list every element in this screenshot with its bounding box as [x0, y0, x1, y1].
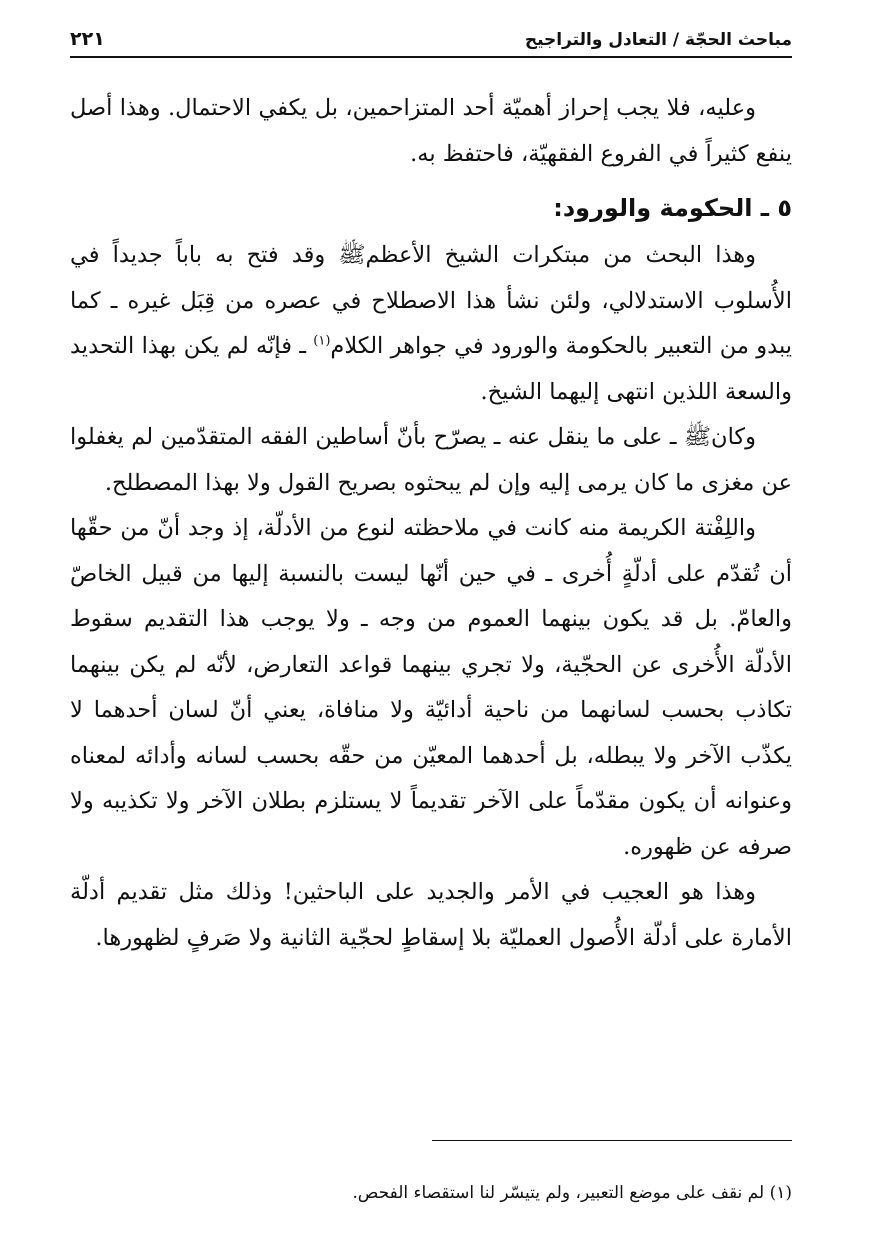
section-heading: ٥ ـ الحكومة والورود: — [553, 194, 792, 222]
paragraph-5: وهذا هو العجيب في الأمر والجديد على الباحثين! وذلك مثل تقديم أدلّة الأمارة على أدلّة الأُصول العمليّة بلا إسقاطٍ لحجّية الثانية ولا صَرفٍ لظهورها. — [70, 879, 792, 951]
paragraph-1: وعليه، فلا يجب إحراز أهميّة أحد المتزاحمين، بل يكفي الاحتمال. وهذا أصل ينفع كثيراً في الفروع الفقهيّة، فاحتفظ به. — [70, 95, 792, 167]
page-number: ٢٢١ — [70, 28, 105, 50]
footnote: (١) لم نقف على موضع التعبير، ولم يتيسّر لنا استقصاء الفحص. — [352, 1183, 792, 1203]
paragraph-3: وكانﷺ ـ على ما ينقل عنه ـ يصرّح بأنّ أساطين الفقه المتقدّمين لم يغفلوا عن مغزى ما كان يرمى إليه وإن لم يبحثوه بصريح القول ولا بهذا المصطلح. — [70, 424, 792, 496]
paragraph-2-text-a: وهذا البحث من مبتكرات الشيخ الأعظمﷺ وقد فتح به باباً جديداً في الأُسلوب الاستدلالي، ولئن نشأ هذا الاصطلاح في عصره من قِبَل غيره ـ كما يبدو من التعبير بالحكومة والورود في جواهر الكلام — [70, 242, 792, 359]
running-header — [70, 28, 792, 58]
paragraph-2-text-b: ـ فإنّه لم يكن بهذا التحديد والسعة اللذين انتهى إليهما الشيخ. — [70, 333, 792, 405]
paragraph-4: واللِفْتة الكريمة منه كانت في ملاحظته لنوع من الأدلّة، إذ وجد أنّ من حقّها أن تُقدّم على أدلّةٍ أُخرى ـ في حين أنّها ليست بالنسبة إليها من قبيل الخاصّ والعامّ. بل قد يكون بينهما العموم من وجه ـ ولا يوجب هذا التقديم سقوط الأدلّة الأُخرى عن الحجّية، ولا تجري بينهما قواعد التعارض، لأنّه لم يكن بينهما تكاذب بحسب لسانهما من ناحية أدائيّة ولا منافاة، يعني أنّ لسان أحدهما لا يكذّب الآخر ولا يبطله، بل أحدهما المعيّن من حقّه بحسب لسانه وأدائه لمعناه وعنوانه أن يكون مقدّماً على الآخر تقديماً لا يستلزم بطلان الآخر ولا تكذيبه ولا صرفه عن ظهوره. — [70, 515, 792, 860]
document-page — [70, 28, 792, 1203]
paragraph-2 — [70, 233, 792, 415]
footnote-reference[interactable]: (١) — [313, 333, 331, 349]
running-title: مباحث الحجّة / التعادل والتراجيح — [524, 30, 792, 50]
footnote-divider — [432, 1140, 792, 1141]
body-text — [70, 86, 792, 961]
